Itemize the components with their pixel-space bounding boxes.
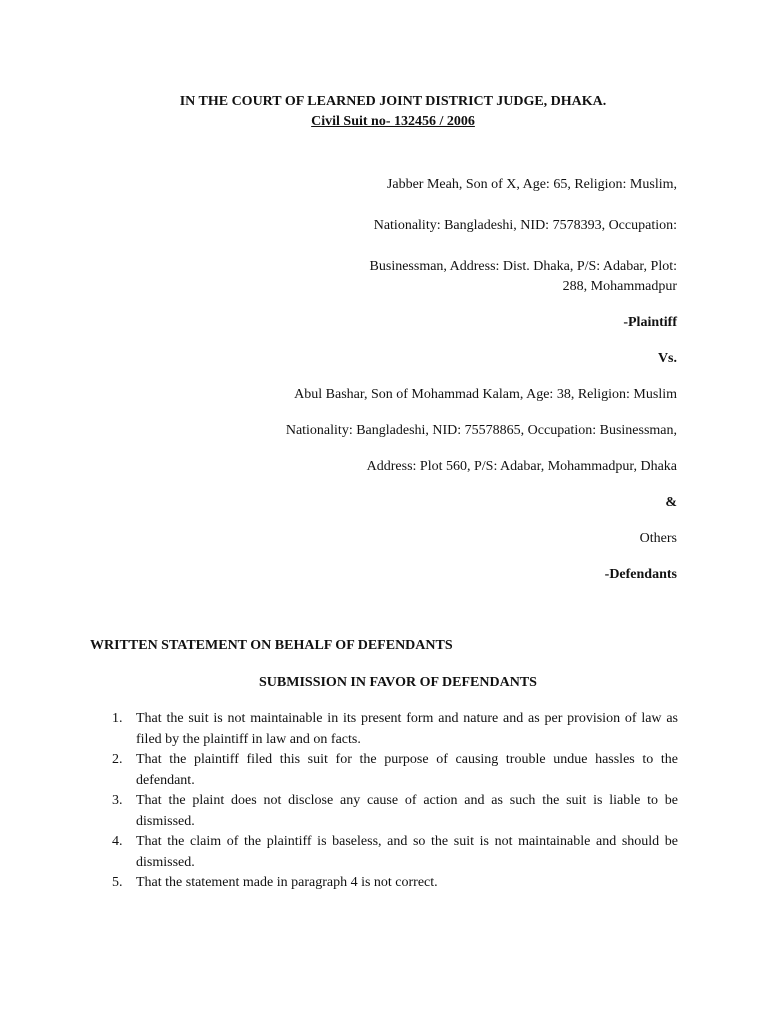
plaintiff-line-4: 288, Mohammadpur: [562, 279, 677, 294]
list-item-number: 5.: [112, 875, 123, 890]
list-item: [110, 750, 678, 791]
suit-number: Civil Suit no- 132456 / 2006: [311, 114, 475, 129]
list-item-text: That the statement made in paragraph 4 is not correct.: [136, 875, 438, 890]
list-item-number: 3.: [112, 793, 123, 808]
list-item: [110, 791, 678, 832]
list-item: [110, 709, 678, 750]
list-item-text: That the claim of the plaintiff is baseless, and so the suit is not maintainable and should be dismissed.: [136, 834, 678, 870]
plaintiff-line-1: Jabber Meah, Son of X, Age: 65, Religion: Muslim,: [386, 177, 677, 192]
statement-title: WRITTEN STATEMENT ON BEHALF OF DEFENDANTS: [90, 638, 453, 653]
plaintiff-line-2: Nationality: Bangladeshi, NID: 7578393, Occupation:: [373, 218, 677, 233]
defendants-label: -Defendants: [604, 567, 677, 582]
others-label: Others: [639, 531, 677, 546]
plaintiff-label: -Plaintiff: [623, 315, 677, 330]
list-item-number: 4.: [112, 834, 123, 849]
court-heading: IN THE COURT OF LEARNED JOINT DISTRICT JUDGE, DHAKA.: [179, 94, 607, 109]
statement-subtitle: SUBMISSION IN FAVOR OF DEFENDANTS: [259, 675, 537, 690]
versus-label: Vs.: [657, 351, 677, 366]
plaintiff-line-3: Businessman, Address: Dist. Dhaka, P/S: Adabar, Plot:: [369, 259, 677, 274]
ampersand-label: &: [665, 495, 677, 510]
submission-list: [110, 709, 678, 894]
list-item: [110, 832, 678, 873]
list-item: [110, 873, 678, 894]
defendant-line-3: Address: Plot 560, P/S: Adabar, Mohammadpur, Dhaka: [366, 459, 677, 474]
list-item-text: That the suit is not maintainable in its present form and nature and as per provision of law as filed by the plaintiff in law and on facts.: [136, 711, 678, 747]
list-item-number: 1.: [112, 711, 123, 726]
defendant-line-1: Abul Bashar, Son of Mohammad Kalam, Age: 38, Religion: Muslim: [294, 387, 677, 402]
list-item-number: 2.: [112, 752, 123, 767]
list-item-text: That the plaintiff filed this suit for the purpose of causing trouble undue hassles to the defendant.: [136, 752, 678, 788]
list-item-text: That the plaint does not disclose any cause of action and as such the suit is liable to be dismissed.: [136, 793, 678, 829]
defendant-line-2: Nationality: Bangladeshi, NID: 75578865, Occupation: Businessman,: [285, 423, 677, 438]
